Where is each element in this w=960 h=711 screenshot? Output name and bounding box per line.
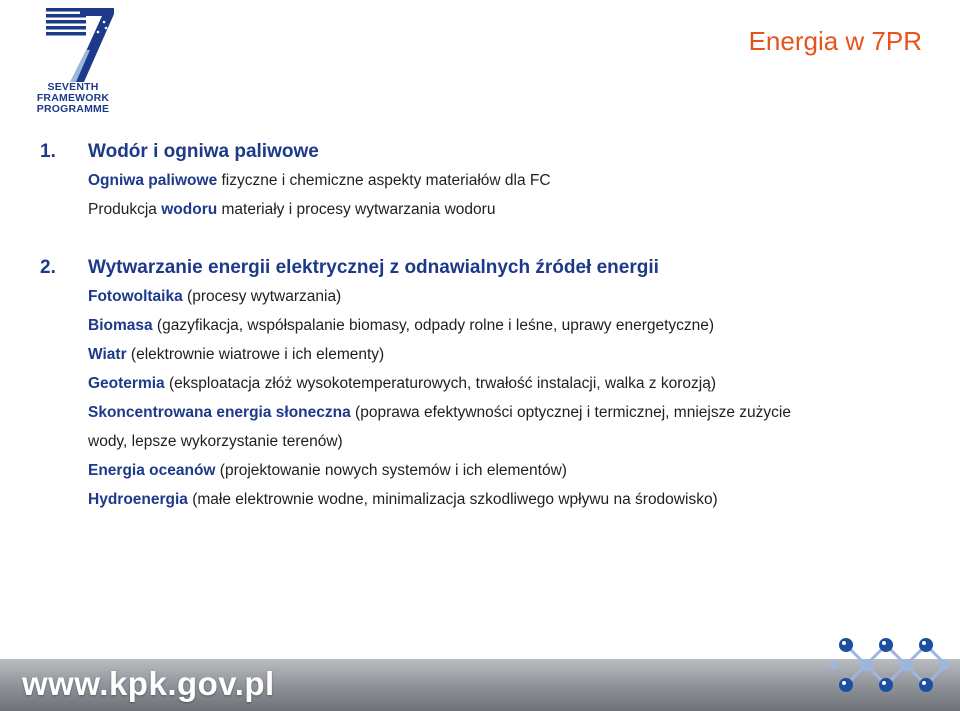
footer-url-link[interactable]: www.kpk.gov.pl bbox=[22, 665, 275, 702]
item-text: (procesy wytwarzania) bbox=[182, 288, 342, 305]
item-text: (eksploatacja złóż wysokotemperaturowych, trwałość instalacji, walka z korozją) bbox=[164, 375, 716, 392]
section-heading bbox=[40, 138, 940, 166]
molecule-icon bbox=[826, 625, 958, 707]
fp7-label bbox=[18, 82, 128, 115]
list-item bbox=[88, 311, 940, 340]
item-text: (elektrownie wiatrowe i ich elementy) bbox=[126, 346, 385, 363]
fp7-label-line2: PROGRAMME bbox=[36, 103, 110, 115]
item-text: (poprawa efektywności optycznej i termicznej, mniejsze zużycie bbox=[350, 404, 791, 421]
item-text: (gazyfikacja, współspalanie biomasy, odpady rolne i leśne, uprawy energetyczne) bbox=[152, 317, 715, 334]
item-keyword: Energia oceanów bbox=[88, 462, 216, 479]
item-prefix: Produkcja bbox=[88, 201, 162, 218]
section-number: 2. bbox=[40, 257, 56, 278]
list-item bbox=[88, 195, 940, 224]
list-item bbox=[88, 340, 940, 369]
list-item bbox=[88, 456, 940, 485]
item-text: (projektowanie nowych systemów i ich elementów) bbox=[215, 462, 567, 479]
list-item bbox=[88, 485, 940, 514]
item-text: wody, lepsze wykorzystanie terenów) bbox=[88, 433, 343, 450]
item-keyword: Wiatr bbox=[88, 346, 127, 363]
item-keyword: Hydroenergia bbox=[88, 491, 188, 508]
list-item bbox=[88, 369, 940, 398]
fp7-label-line1: SEVENTH FRAMEWORK bbox=[36, 81, 110, 104]
item-keyword: Geotermia bbox=[88, 375, 165, 392]
item-text: materiały i procesy wytwarzania wodoru bbox=[217, 201, 496, 218]
list-item bbox=[88, 398, 940, 427]
footer-bar bbox=[0, 659, 960, 711]
section-title: Wodór i ogniwa paliwowe bbox=[88, 141, 319, 162]
list-item-continuation bbox=[88, 427, 940, 456]
item-keyword: Ogniwa paliwowe bbox=[88, 172, 218, 189]
item-keyword: Fotowoltaika bbox=[88, 288, 183, 305]
section-number: 1. bbox=[40, 141, 56, 162]
item-keyword: Skoncentrowana energia słoneczna bbox=[88, 404, 351, 421]
section-heading bbox=[40, 254, 940, 282]
item-keyword: Biomasa bbox=[88, 317, 153, 334]
slide-content bbox=[40, 138, 940, 514]
section-hydrogen bbox=[40, 138, 940, 224]
slide-title: Energia w 7PR bbox=[748, 26, 922, 56]
list-item bbox=[88, 166, 940, 195]
item-keyword: wodoru bbox=[161, 201, 218, 218]
fp7-logo bbox=[18, 6, 126, 115]
item-text: fizyczne i chemiczne aspekty materiałów dla FC bbox=[217, 172, 551, 189]
section-renewables bbox=[40, 254, 940, 514]
section-title: Wytwarzanie energii elektrycznej z odnawialnych źródeł energii bbox=[88, 257, 659, 278]
fp7-seven-icon bbox=[40, 6, 120, 84]
item-text: (małe elektrownie wodne, minimalizacja szkodliwego wpływu na środowisko) bbox=[187, 491, 718, 508]
list-item bbox=[88, 282, 940, 311]
